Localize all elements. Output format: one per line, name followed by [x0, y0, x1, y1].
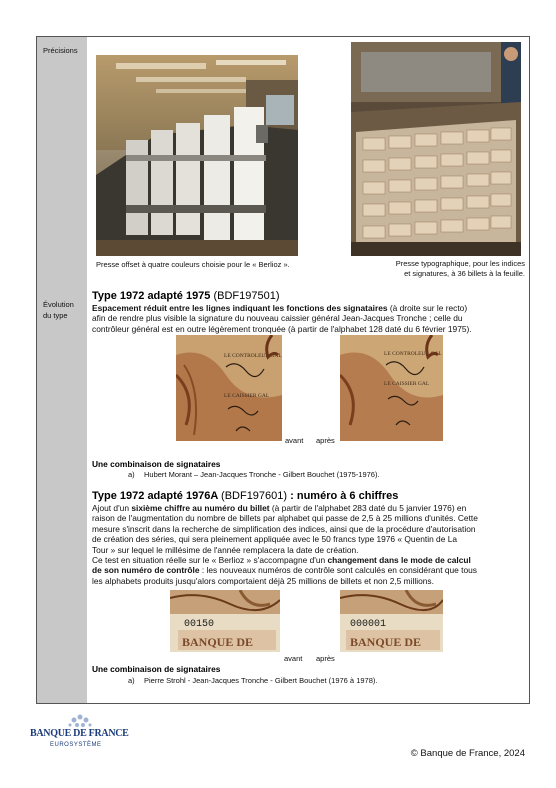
note-text-controleur-after: LE CONTROLEUR GAL	[384, 351, 442, 357]
caption-typographic-press: Presse typographique, pour les indices et signatures, à 36 billets à la feuille.	[395, 259, 525, 278]
bank-text-after: BANQUE DE	[350, 635, 422, 649]
label-before-2: avant	[284, 654, 303, 663]
section1-combo-title: Une combinaison de signataires	[92, 459, 221, 469]
section2-combo-item: a) Pierre Strohl - Jean-Jacques Tronche - Gilbert Bouchet (1976 à 1978).	[128, 676, 378, 685]
note-text-caissier-after: LE CAISSIER GAL	[384, 381, 430, 387]
section2-title: Type 1972 adapté 1976A (BDF197601) : numéro à 6 chiffres	[92, 490, 399, 502]
photo-offset-press	[96, 55, 298, 256]
bank-text-before: BANQUE DE	[182, 635, 254, 649]
note-detail-after-1975	[340, 335, 443, 441]
label-after-1: après	[316, 436, 335, 445]
section2-body: Ajout d'un sixième chiffre au numéro du billet (à partir de l'alphabet 283 daté du 5 janvier 1976) en raison de l'augmentation du nombre de billets par alphabet qui passe de 2,5 à 25 millions d'unités. Cette mesure s'inscrit dans la recherche de simplification des indices, ainsi que de la procédure d'autorisation de création des séries, qui sera pleinement appliquée avec le 50 francs type 1976 « Quentin de La Tour » sur lequel le millésime de l'année remplacera la date de création. Ce test en situation réelle sur le « Berlioz » s'accompagne d'un changement dans le mode de calcul de son numéro de contrôle : les nouveaux numéros de contrôle sont calculés en considérant que tous les alphabets produits jusqu'alors comportaient déjà 25 millions de billets et non 2,5 millions.	[92, 503, 478, 586]
banque-de-france-logo	[30, 712, 130, 762]
section1-combo-item: a) Hubert Morant – Jean-Jacques Tronche - Gilbert Bouchet (1975-1976).	[128, 470, 380, 479]
note-number-before	[170, 590, 280, 652]
section1-title: Type 1972 adapté 1975 (BDF197501)	[92, 290, 280, 302]
sidebar	[37, 37, 87, 703]
photo-typographic-press	[351, 42, 521, 256]
label-evolution: Évolution du type	[43, 300, 74, 320]
note-text-controleur: LE CONTROLEUR GAL	[224, 353, 282, 359]
note-number-after	[340, 590, 443, 652]
section1-body: Espacement réduit entre les lignes indiquant les fonctions des signataires (à droite sur le recto) afin de rendre plus visible la signature du nouveau caissier général Jean-Jacques Tronche ; celle du contrôleur général est en outre légèrement tronquée (à partir de l'alphabet 128 daté du 6 février 1975).	[92, 303, 472, 334]
logo-name: BANQUE DE FRANCE	[30, 728, 129, 739]
section2-combo-title: Une combinaison de signataires	[92, 664, 221, 674]
serial-number-after: 000001	[350, 619, 387, 630]
label-precisions: Précisions	[43, 46, 78, 55]
label-after-2: après	[316, 654, 335, 663]
label-before-1: avant	[285, 436, 304, 445]
logo-subtitle: EUROSYSTÈME	[50, 742, 102, 748]
serial-number-before: 00150	[184, 619, 215, 630]
caption-offset-press: Presse offset à quatre couleurs choisie pour le « Berlioz ».	[96, 260, 290, 269]
note-detail-before-1975	[176, 335, 282, 441]
note-text-caissier: LE CAISSIER GAL	[224, 393, 270, 399]
copyright: © Banque de France, 2024	[410, 748, 525, 759]
